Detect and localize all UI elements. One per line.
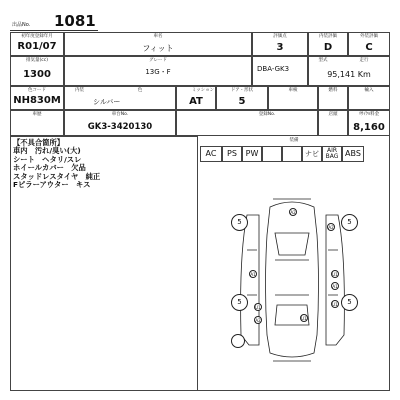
damage-mark: U1: [301, 316, 307, 321]
doors-cell: ドア・形状 5: [216, 86, 268, 110]
equip-blank: [282, 146, 302, 162]
tire-rear-right: 5: [341, 294, 358, 311]
color-value: シルバー: [93, 98, 121, 106]
shift-value: AT: [189, 96, 203, 107]
score-cell: 評価点 3: [252, 32, 308, 56]
name-value: フィット: [142, 44, 174, 53]
damage-mark: A1: [250, 272, 256, 277]
fault-line: Fピラーアウター キス: [13, 180, 91, 190]
equip-ps: PS: [222, 146, 242, 162]
fault-line: 車内 汚れ/臭い(大): [13, 146, 81, 156]
spare-tire-icon: [231, 334, 245, 348]
damage-mark: A2: [290, 210, 296, 215]
score-value: 3: [276, 42, 284, 53]
equipment-label: 装備: [289, 138, 299, 143]
car-outline-top: [266, 202, 319, 357]
fault-line: スタッドレスタイヤ 純正: [13, 171, 101, 181]
car-outline-left: [241, 215, 259, 345]
recycle-cell: ﾘｻｲｸﾙ料金 8,160: [348, 110, 390, 136]
grade-value: 13G・F: [145, 68, 171, 76]
fault-line: ホイールカバー 欠品: [13, 163, 86, 173]
lot-label: 出品No.: [12, 22, 31, 28]
equip-navi: ナビ: [302, 146, 322, 162]
model-value: DBA-GK3: [257, 65, 290, 73]
car-outline-right: [326, 215, 344, 345]
damage-mark: U1: [332, 272, 338, 277]
doors-value: 5: [238, 96, 246, 107]
damage-mark: A2: [255, 318, 261, 323]
reg-cell: 登録No.: [176, 110, 318, 136]
cc-value: 1300: [23, 69, 51, 80]
recycle-value: 8,160: [353, 122, 385, 133]
chassis-value: GK3-3420130: [87, 122, 153, 132]
lot-underline: [10, 30, 98, 31]
equip-airbag: AIR BAG: [322, 146, 342, 162]
damage-mark: U1: [255, 305, 261, 310]
grade-cell: グレード 13G・F: [64, 56, 252, 86]
exterior-value: C: [365, 42, 373, 53]
tire-front-right: 5: [341, 214, 358, 231]
accident-cell: 店頭: [318, 110, 348, 136]
spec-cell: 車検: [268, 86, 318, 110]
year-cell: 初年度登録年月 R01/07: [10, 32, 64, 56]
equip-abs: ABS: [342, 146, 364, 162]
mileage-value: 95,141 Km: [327, 70, 371, 79]
faults-title: 【不具合箇所】: [13, 138, 65, 147]
faults-panel: [10, 136, 198, 391]
color-code-value: NH830M: [13, 95, 61, 106]
model-cell: 型式 DBA-GK3: [252, 56, 308, 86]
shift-cell: ミッション AT: [176, 86, 216, 110]
tire-rear-left: 5: [231, 294, 248, 311]
equip-blank: [262, 146, 282, 162]
damage-mark: A2: [328, 225, 334, 230]
color-code-cell: 色コード NH830M: [10, 86, 64, 110]
equip-pw: PW: [242, 146, 262, 162]
exterior-cell: 外装評価 C: [348, 32, 390, 56]
year-value: R01/07: [17, 41, 57, 52]
damage-mark: A1: [332, 284, 338, 289]
chassis-cell: 車台No. GK3-3420130: [64, 110, 176, 136]
fault-line: シート ヘタリ/スレ: [13, 154, 82, 164]
fuel-cell: 燃料: [318, 86, 348, 110]
cc-cell: 排気量(cc) 1300: [10, 56, 64, 86]
equip-ac: AC: [200, 146, 222, 162]
capacity-cell: 輸入: [348, 86, 390, 110]
tire-front-left: 5: [231, 214, 248, 231]
color-cell: 内装 色 シルバー: [64, 86, 176, 110]
type-cell: 車歴: [10, 110, 64, 136]
name-cell: 車名 フィット: [64, 32, 252, 56]
interior-cell: 内装評価 D: [308, 32, 348, 56]
lot-number: 1081: [54, 12, 96, 30]
equipment-row: [200, 146, 364, 162]
mileage-cell: 走行 95,141 Km: [308, 56, 390, 86]
interior-value: D: [323, 42, 333, 53]
damage-mark: U1: [332, 302, 338, 307]
